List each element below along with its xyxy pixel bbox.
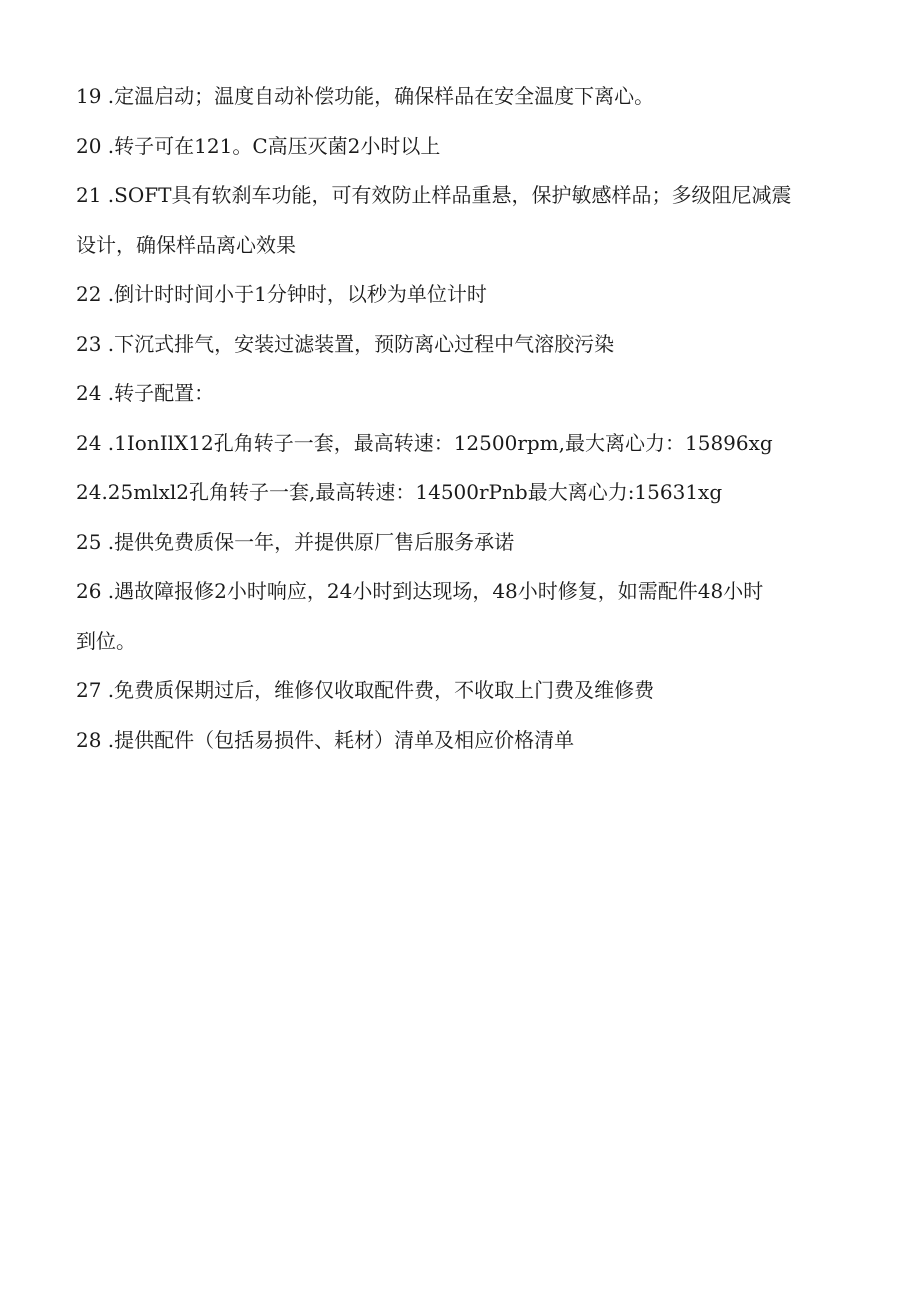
item-20: 20 .转子可在121。C高压灭菌2小时以上 [76, 133, 441, 158]
item-24-1: 24 .1IonIlX12孔角转子一套，最高转速：12500rpm,最大离心力：15896xg [76, 430, 773, 455]
item-23: 23 .下沉式排气，安装过滤装置，预防离心过程中气溶胶污染 [76, 331, 615, 356]
item-26: 26 .遇故障报修2小时响应，24小时到达现场，48小时修复，如需配件48小时 [76, 579, 764, 603]
item-21-continued: 设计，确保样品离心效果 [76, 232, 296, 257]
item-26-continued: 到位。 [76, 628, 136, 653]
document-body [76, 72, 856, 765]
item-24-2: 24.25mlxl2孔角转子一套,最高转速：14500rPnb最大离心力:15631xg [76, 480, 723, 504]
item-28: 28 .提供配件（包括易损件、耗材）清单及相应价格清单 [76, 727, 575, 752]
item-24-heading: 24 .转子配置： [76, 381, 215, 405]
item-22: 22 .倒计时时间小于1分钟时，以秒为单位计时 [76, 282, 487, 306]
item-27: 27 .免费质保期过后，维修仅收取配件费，不收取上门费及维修费 [76, 678, 655, 702]
item-25: 25 .提供免费质保一年，并提供原厂售后服务承诺 [76, 529, 515, 554]
item-19: 19 .定温启动；温度自动补偿功能，确保样品在安全温度下离心。 [76, 84, 655, 108]
item-21: 21 .SOFT具有软刹车功能，可有效防止样品重悬，保护敏感样品；多级阻尼减震 [76, 183, 792, 207]
